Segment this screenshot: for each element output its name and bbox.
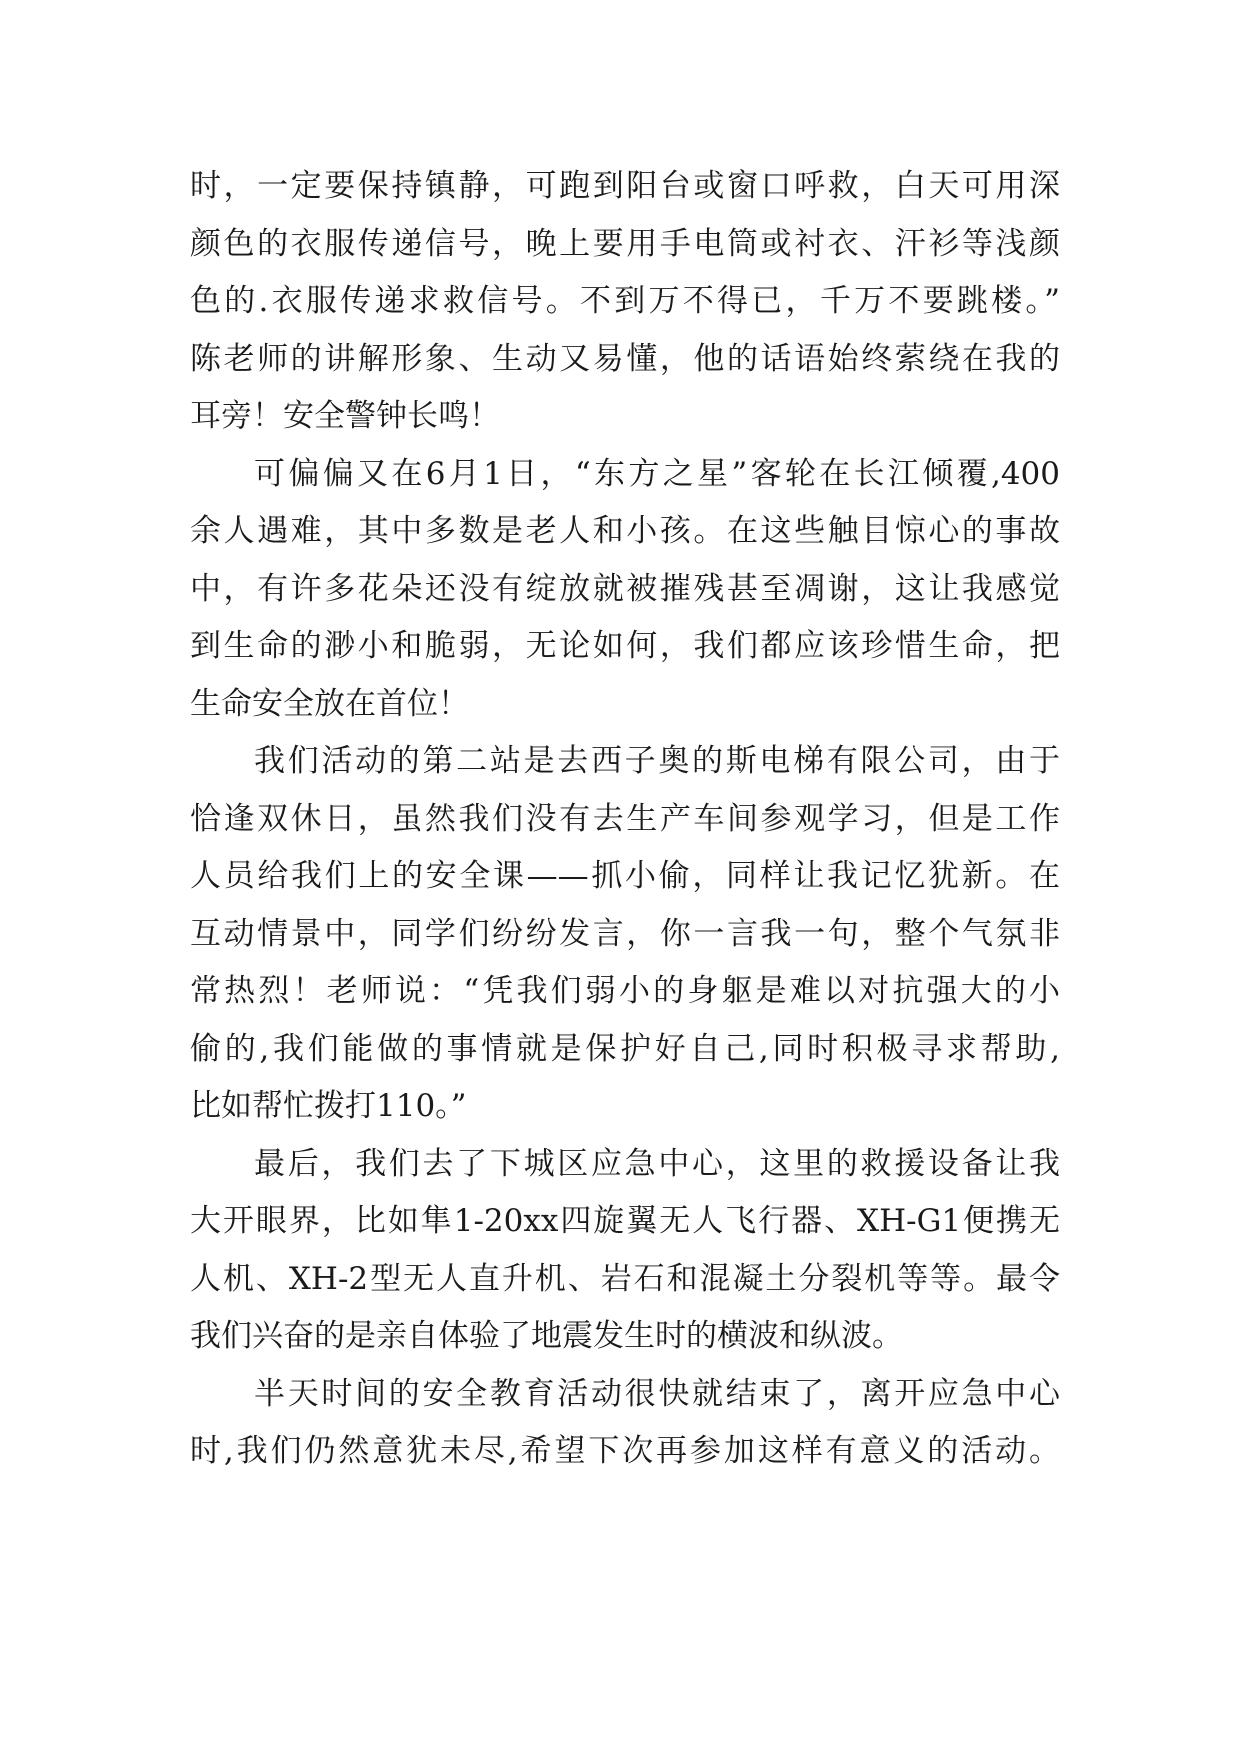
- text-line: 偷的,我们能做的事情就是保护好自己,同时积极寻求帮助,: [190, 1030, 1060, 1067]
- text-line: 耳旁！安全警钟长鸣！: [190, 398, 500, 434]
- text-line: 半天时间的安全教育活动很快就结束了，离开应急中心: [254, 1375, 1060, 1412]
- text-line: 生命安全放在首位！: [190, 685, 469, 722]
- text-line: 中，有许多花朵还没有绽放就被摧残甚至凋谢，这让我感觉: [190, 570, 1060, 607]
- text-line: 恰逢双休日，虽然我们没有去生产车间参观学习，但是工作: [190, 800, 1060, 837]
- text-line: 时，一定要保持镇静，可跑到阳台或窗口呼救，白天可用深: [190, 168, 1060, 204]
- text-line: 大开眼界，比如隼1-20xx四旋翼无人飞行器、XH-G1便携无: [190, 1203, 1060, 1239]
- text-line: 最后，我们去了下城区应急中心，这里的救援设备让我: [254, 1145, 1060, 1182]
- text-line: 比如帮忙拨打110。”: [190, 1088, 467, 1124]
- text-line: 互动情景中，同学们纷纷发言，你一言我一句，整个气氛非: [190, 915, 1060, 952]
- text-line: 色的.衣服传递求救信号。不到万不得已，千万不要跳楼。”: [190, 283, 1060, 319]
- text-line: 我们活动的第二站是去西子奥的斯电梯有限公司，由于: [254, 743, 1060, 779]
- text-line: 时,我们仍然意犹未尽,希望下次再参加这样有意义的活动。: [190, 1433, 1060, 1469]
- text-line: 到生命的渺小和脆弱，无论如何，我们都应该珍惜生命，把: [190, 628, 1060, 664]
- text-line: 我们兴奋的是亲自体验了地震发生时的横波和纵波。: [190, 1318, 903, 1354]
- text-line: 人员给我们上的安全课——抓小偷，同样让我记忆犹新。在: [190, 858, 1060, 894]
- text-line: 余人遇难，其中多数是老人和小孩。在这些触目惊心的事故: [190, 513, 1060, 549]
- body-text: [190, 158, 1060, 1481]
- text-line: 可偏偏又在6月1日，“东方之星”客轮在长江倾覆,400: [254, 455, 1060, 492]
- text-line: 人机、XH-2型无人直升机、岩石和混凝土分裂机等等。最令: [190, 1260, 1060, 1297]
- text-line: 常热烈！老师说：“凭我们弱小的身躯是难以对抗强大的小: [190, 973, 1060, 1009]
- text-line: 颜色的衣服传递信号，晚上要用手电筒或衬衣、汗衫等浅颜: [190, 225, 1060, 262]
- text-line: 陈老师的讲解形象、生动又易懂，他的话语始终萦绕在我的: [190, 340, 1060, 377]
